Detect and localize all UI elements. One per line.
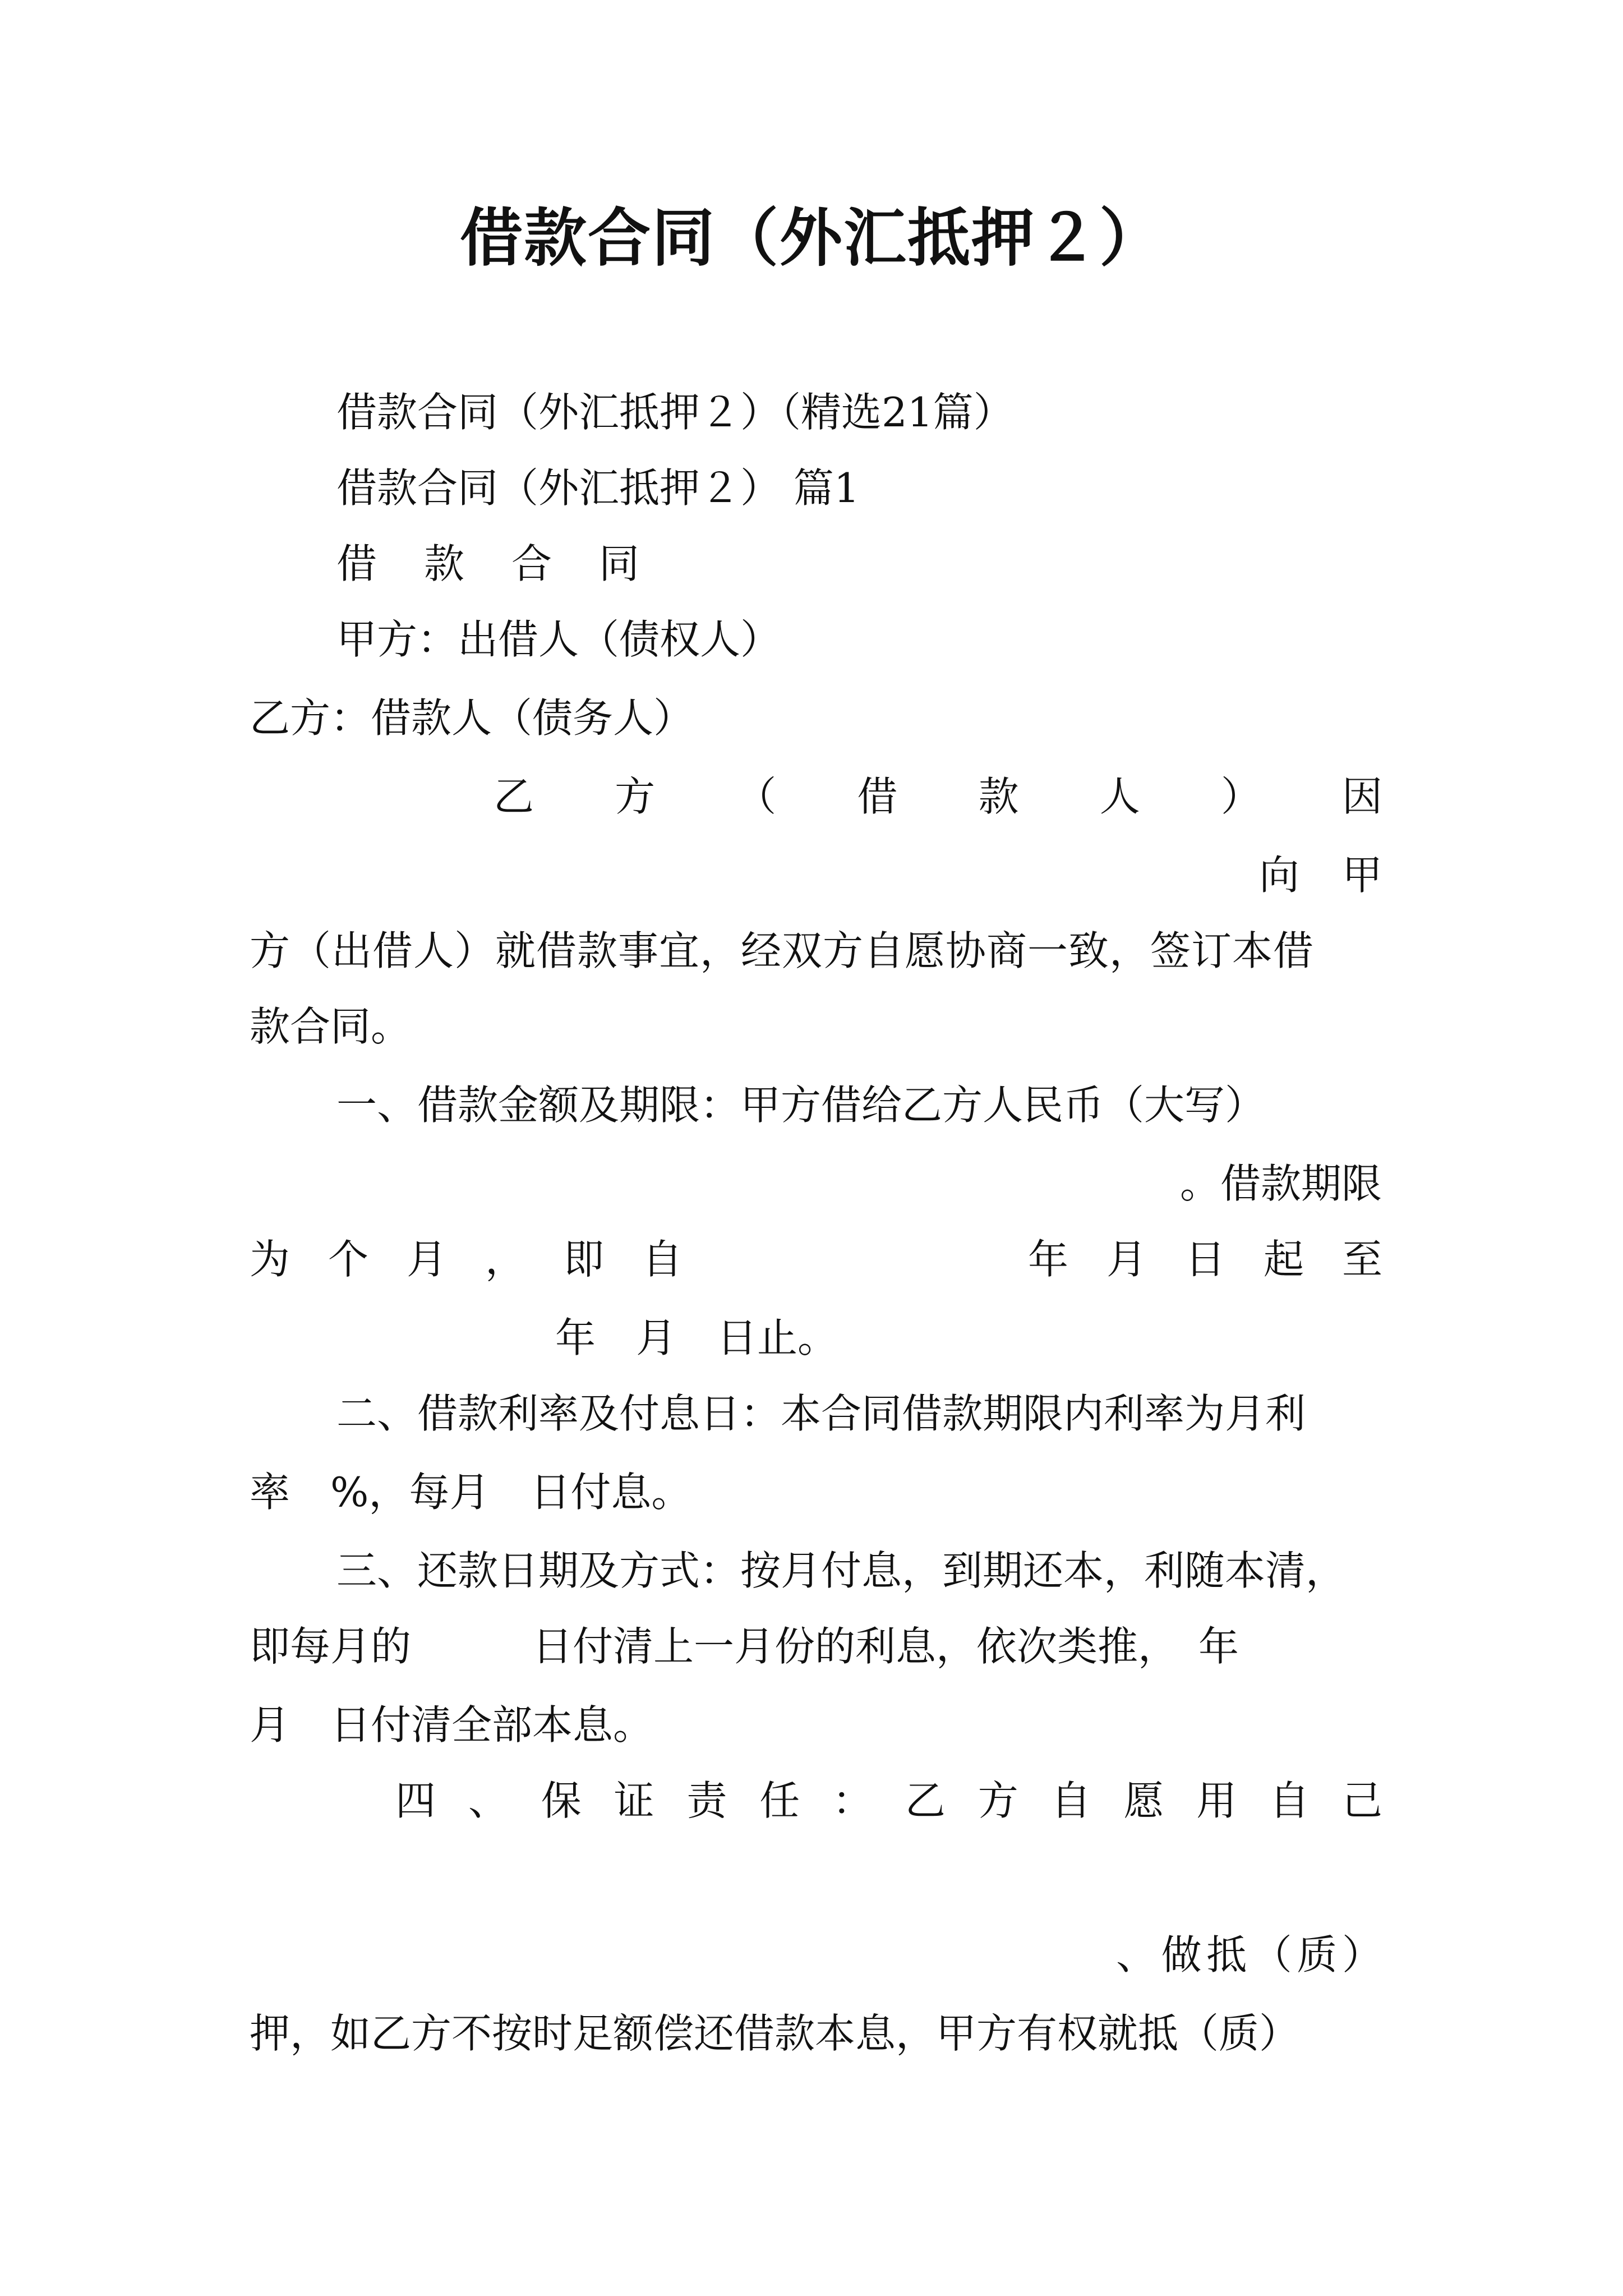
text-char: 起	[1263, 1236, 1304, 1283]
justified-line-party-b	[494, 771, 1382, 822]
text-char: ：	[832, 1777, 873, 1824]
justified-line-term	[250, 1234, 1382, 1285]
heading-char: 同	[598, 540, 639, 587]
party-b-line: 乙方：借款人（债务人）	[250, 694, 694, 742]
text-char: 甲	[1341, 852, 1382, 899]
page-title: 借款合同（外汇抵押２）	[460, 201, 1163, 275]
text-char: 款	[978, 773, 1019, 820]
text-char: 年	[1027, 1236, 1068, 1283]
text-char: 自	[1050, 1777, 1091, 1824]
text-char: 质	[1297, 1931, 1338, 1978]
heading-char: 合	[511, 540, 552, 587]
text-char: 抵	[1206, 1931, 1247, 1978]
body-line: 率 %，每月 日付息。	[250, 1469, 692, 1516]
text-char: 保	[541, 1777, 582, 1824]
body-line: 即每月的 日付清上一月份的利息，依次类推， 年	[250, 1623, 1239, 1670]
text-char: 即	[564, 1236, 605, 1283]
text-char: 自	[642, 1236, 683, 1283]
text-char: 、	[468, 1777, 509, 1824]
text-char: 用	[1196, 1777, 1237, 1824]
justified-line-pledge	[1116, 1930, 1382, 1980]
text-char: 方	[978, 1777, 1018, 1824]
body-line: 方（出借人）就借款事宜，经双方自愿协商一致，签订本借	[250, 927, 1315, 974]
text-char: 方	[615, 773, 656, 820]
contract-heading	[336, 539, 639, 589]
body-line: 款合同。	[250, 1003, 412, 1050]
text-char: 乙	[905, 1777, 946, 1824]
text-char: 借	[857, 773, 898, 820]
text-char: 、	[1116, 1931, 1157, 1978]
text-char: 证	[614, 1777, 654, 1824]
subtitle-selection: 借款合同（外汇抵押２）（精选21篇）	[336, 389, 1014, 436]
justified-line-to-party-a	[1259, 850, 1382, 900]
text-char: 日	[1184, 1236, 1225, 1283]
text-char: 自	[1269, 1777, 1310, 1824]
text-char: （	[1251, 1931, 1292, 1978]
text-char: 乙	[494, 773, 534, 820]
text-char: （	[736, 773, 777, 820]
text-char: 任	[759, 1777, 800, 1824]
clause-2-line: 二、借款利率及付息日：本合同借款期限内利率为月利	[336, 1390, 1306, 1437]
body-line: 月 日付清全部本息。	[250, 1701, 654, 1749]
body-line: 押，如乙方不按时足额偿还借款本息，甲方有权就抵（质）	[250, 2010, 1300, 2057]
body-line: 。借款期限	[1179, 1160, 1382, 1207]
text-char: 至	[1341, 1236, 1382, 1283]
text-char: 己	[1341, 1777, 1382, 1824]
heading-char: 借	[336, 540, 377, 587]
party-a-line: 甲方：出借人（债权人）	[336, 616, 781, 663]
clause-4-line	[395, 1775, 1382, 1826]
clause-3-line: 三、还款日期及方式：按月付息，到期还本，利随本清，	[336, 1547, 1347, 1594]
text-char: ，	[485, 1236, 526, 1283]
heading-char: 款	[423, 540, 464, 587]
text-char: 月	[1106, 1236, 1147, 1283]
body-line: 年 月 日止。	[555, 1314, 838, 1361]
text-char: 人	[1099, 773, 1140, 820]
text-char: 因	[1341, 773, 1382, 820]
text-char: 向	[1259, 852, 1300, 899]
clause-1-line: 一、借款金额及期限：甲方借给乙方人民币（大写）	[336, 1082, 1266, 1129]
text-char: 做	[1161, 1931, 1202, 1978]
article-heading: 借款合同（外汇抵押２） 篇1	[336, 464, 860, 512]
text-char: 为	[250, 1236, 291, 1283]
text-char: 个	[328, 1236, 369, 1283]
text-char: 月	[407, 1236, 448, 1283]
text-char: ）	[1220, 773, 1261, 820]
text-char: 四	[395, 1777, 436, 1824]
text-char: ）	[1341, 1931, 1382, 1978]
text-char: 责	[686, 1777, 727, 1824]
text-char: 愿	[1123, 1777, 1164, 1824]
